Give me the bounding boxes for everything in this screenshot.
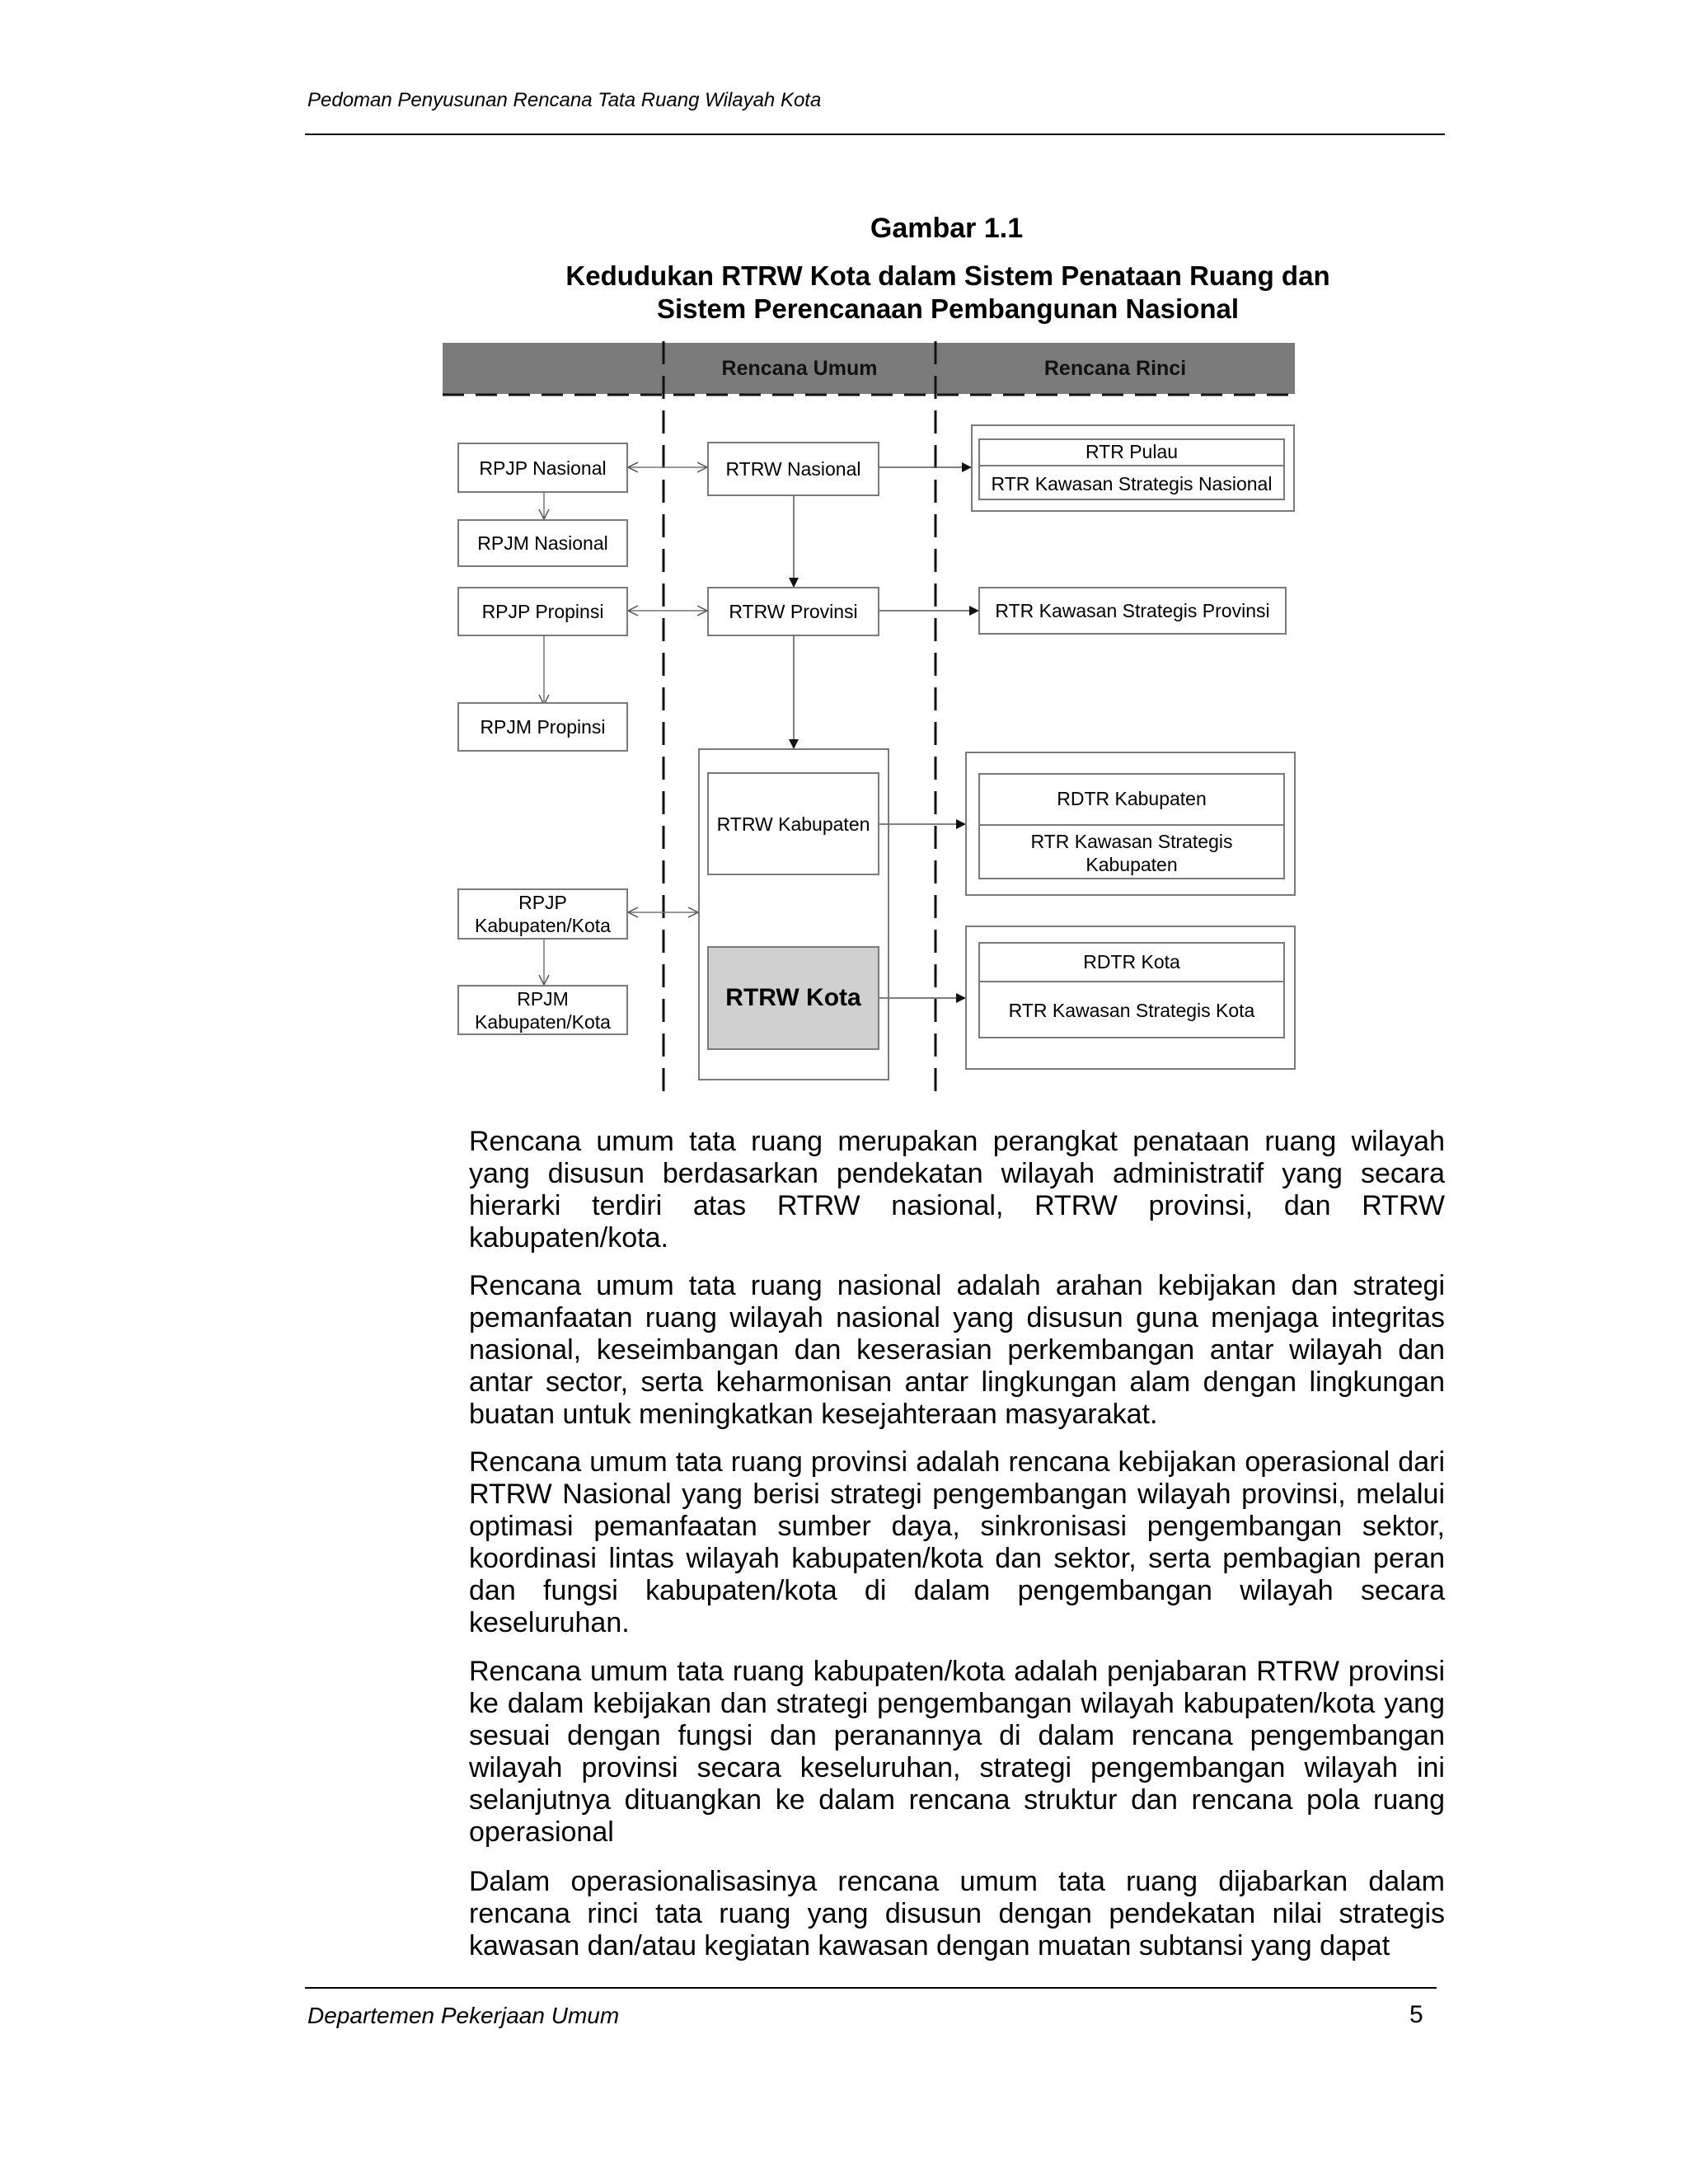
column-label-rinci: Rencana Rinci — [1043, 356, 1187, 380]
paragraph-1: Rencana umum tata ruang merupakan perangkat penataan ruang wilayah yang disusun berdasarkan pendekatan wilayah administratif yang secara hierarki terdiri atas RTRW nasional, RTRW provinsi, dan RTRW kabupaten/kota. — [469, 1126, 1445, 1254]
box-rtrw-kabupaten: RTRW Kabupaten — [707, 772, 879, 875]
cell-rtr-pulau: RTR Pulau — [1085, 441, 1179, 462]
paragraph-4: Rencana umum tata ruang kabupaten/kota adalah penjabaran RTRW provinsi ke dalam kebijakan dan strategi pengembangan wilayah kabupaten/kota yang sesuai dengan fungsi dan peranannya di dalam rencana pengembangan wilayah provinsi secara keseluruhan, strategi pengembangan wilayah ini selanjutnya dituangkan ke dalam rencana struktur dan rencana pola ruang operasional — [469, 1656, 1445, 1848]
box-rtr-ks-provinsi: RTR Kawasan Strategis Provinsi — [978, 587, 1287, 635]
cell-rtr-ks-kota: RTR Kawasan Strategis Kota — [1008, 1000, 1255, 1021]
cell-rtr-ks-nasional: RTR Kawasan Strategis Nasional — [991, 472, 1273, 494]
running-header: Pedoman Penyusunan Rencana Tata Ruang Wilayah Kota — [307, 89, 822, 111]
figure-title-line1: Kedudukan RTRW Kota dalam Sistem Penataan Ruang dan — [565, 260, 1330, 291]
figure-number: Gambar 1.1 — [870, 213, 1024, 244]
rpjp-kab-line2: Kabupaten/Kota — [475, 915, 611, 936]
box-rpjp-propinsi: RPJP Propinsi — [457, 587, 628, 636]
footer-rule — [305, 1987, 1437, 1989]
box-rpjm-nasional: RPJM Nasional — [457, 519, 628, 567]
box-rpjm-kabupaten-kota — [457, 985, 628, 1035]
cell-rdtr-kota: RDTR Kota — [1083, 950, 1180, 972]
paragraph-5: Dalam operasionalisasinya rencana umum tata ruang dijabarkan dalam rencana rinci tata ruang yang disusun dengan pendekatan nilai strategis kawasan dan/atau kegiatan kawasan dengan muatan subtansi yang dapat — [469, 1866, 1445, 1961]
box-rtrw-provinsi: RTRW Provinsi — [707, 587, 879, 636]
box-rpjm-propinsi: RPJM Propinsi — [457, 702, 628, 752]
page-number: 5 — [1409, 2001, 1423, 2028]
paragraph-2: Rencana umum tata ruang nasional adalah arahan kebijakan dan strategi pemanfaatan ruang wilayah nasional yang disusun guna menjaga integritas nasional, keseimbangan dan keserasian perkembangan antar wilayah dan antar sector, serta keharmonisan antar lingkungan alam dengan lingkungan buatan untuk meningkatkan kesejahteraan masyarakat. — [469, 1270, 1445, 1430]
box-rtrw-kota: RTRW Kota — [707, 946, 879, 1050]
rpjp-kab-line1: RPJP — [518, 892, 567, 913]
cell-rtr-ks-kabupaten — [978, 826, 1285, 879]
box-rpjp-kabupaten-kota — [457, 888, 628, 940]
rpjm-kab-line2: Kabupaten/Kota — [475, 1010, 611, 1033]
figure-title-line2: Sistem Perencanaan Pembangunan Nasional — [656, 293, 1240, 324]
rpjm-kab-line1: RPJM — [517, 987, 569, 1010]
cell-rdtr-kabupaten: RDTR Kabupaten — [1057, 788, 1207, 809]
box-rpjp-nasional: RPJP Nasional — [457, 443, 628, 493]
footer-department: Departemen Pekerjaan Umum — [307, 2003, 620, 2028]
paragraph-3: Rencana umum tata ruang provinsi adalah rencana kebijakan operasional dari RTRW Nasional yang berisi strategi pengembangan wilayah provinsi, melalui optimasi pemanfaatan sumber daya, sinkronisasi pengembangan sektor, koordinasi lintas wilayah kabupaten/kota dan sektor, serta pembagian peran dan fungsi kabupaten/kota di dalam pengembangan wilayah secara keseluruhan. — [469, 1446, 1445, 1638]
box-rtrw-nasional: RTRW Nasional — [707, 442, 879, 496]
rtr-ksk-line1: RTR Kawasan Strategis — [1030, 830, 1233, 852]
rtr-ksk-line2: Kabupaten — [1085, 853, 1178, 875]
column-label-umum: Rencana Umum — [721, 356, 878, 380]
